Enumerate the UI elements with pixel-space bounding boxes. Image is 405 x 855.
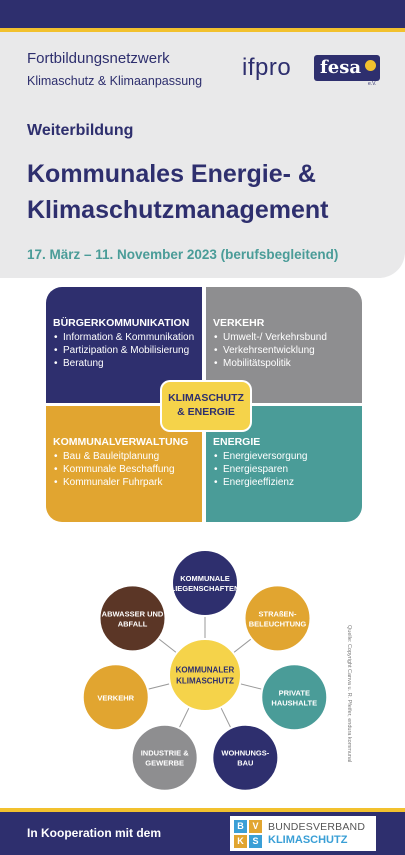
bvk-letter: B — [234, 820, 247, 833]
diagram-node-label: STRAßEN- — [258, 609, 297, 619]
bvk-name-line-2: KLIMASCHUTZ — [268, 834, 348, 846]
center-badge-line: KLIMASCHUTZ — [168, 392, 244, 404]
org-name: Fortbildungsnetzwerk — [27, 50, 170, 67]
list-item: • Verkehrsentwicklung — [213, 344, 354, 357]
bvk-letter: S — [249, 835, 262, 848]
diagram-node-label: LIEGENSCHAFTEN — [170, 584, 240, 593]
diagram-node-label: BAU — [237, 758, 254, 768]
org-subtitle: Klimaschutz & Klimaanpassung — [27, 74, 203, 88]
footer — [0, 812, 405, 855]
list-item: • Bau & Bauleitplanung — [53, 450, 194, 463]
bvk-letter: V — [249, 820, 262, 833]
diagram-node-label: ABWASSER UND — [101, 609, 164, 619]
image-credit — [344, 622, 354, 812]
diagram-node-label: VERKEHR — [97, 693, 135, 703]
list-item: • Beratung — [53, 357, 194, 370]
diagram-node-label: ABFALL — [117, 619, 148, 629]
diagram-node-label: KOMMUNALE — [180, 574, 230, 583]
quadrant-title: ENERGIE — [213, 436, 261, 448]
quadrant-list — [213, 331, 354, 370]
course-dates: 17. März – 11. November 2023 (berufsbegleitend) — [27, 247, 339, 262]
kicker: Weiterbildung — [27, 122, 134, 139]
diagram-center-label: KOMMUNALER — [175, 665, 235, 675]
quadrant-list — [53, 331, 194, 370]
center-badge-line: & ENERGIE — [177, 406, 235, 418]
bvk-logo-grid — [234, 820, 262, 848]
quadrant-title: KOMMUNALVERWALTUNG — [53, 436, 189, 448]
cooperation-text: In Kooperation mit dem — [27, 826, 162, 840]
diagram-node-label: PRIVATE — [278, 688, 310, 698]
diagram-node-label: WOHNUNGS- — [221, 748, 270, 758]
list-item: • Mobilitätspolitik — [213, 357, 354, 370]
list-item: • Energieeffizienz — [213, 476, 354, 489]
sun-icon — [365, 60, 376, 71]
bvk-letter: K — [234, 835, 247, 848]
diagram-center-circle — [169, 639, 241, 711]
title-line-1: Kommunales Energie- & — [27, 160, 316, 188]
image-credit-text: Quelle: Copyright Canva u. R. Pfeifer, endura kommunal — [346, 625, 352, 763]
diagram-center — [169, 639, 241, 711]
center-badge-klimaschutz-energie — [162, 382, 250, 430]
list-item: • Umwelt-/ Verkehrsbund — [213, 331, 354, 344]
diagram-node-label: BELEUCHTUNG — [248, 619, 307, 629]
diagram-node-circle — [172, 550, 238, 616]
quadrant-title: VERKEHR — [213, 317, 265, 329]
bvk-name-line-1: BUNDESVERBAND — [268, 821, 366, 833]
title-line-2: Klimaschutzmanagement — [27, 196, 329, 224]
diagram-center-label: KLIMASCHUTZ — [176, 676, 234, 686]
fesa-logo-suffix: e.V. — [368, 81, 377, 87]
list-item: • Kommunale Beschaffung — [53, 463, 194, 476]
diagram-node-label: GEWERBE — [145, 758, 185, 768]
quadrant-title: BÜRGERKOMMUNIKATION — [53, 317, 190, 329]
list-item: • Information & Kommunikation — [53, 331, 194, 344]
ifpro-logo: ifpro — [242, 54, 292, 81]
fesa-logo-text: fesa — [320, 57, 361, 78]
top-bar — [0, 0, 405, 28]
list-item: • Kommunaler Fuhrpark — [53, 476, 194, 489]
quadrant-list — [53, 450, 194, 489]
fesa-logo — [314, 55, 380, 81]
list-item: • Energieversorgung — [213, 450, 354, 463]
diagram-node-label: HAUSHALTE — [271, 698, 318, 708]
list-item: • Partizipation & Mobilisierung — [53, 344, 194, 357]
diagram-node-label: INDUSTRIE & — [140, 748, 189, 758]
bvk-logo — [230, 816, 376, 851]
list-item: • Energiesparen — [213, 463, 354, 476]
quadrant-list — [213, 450, 354, 489]
